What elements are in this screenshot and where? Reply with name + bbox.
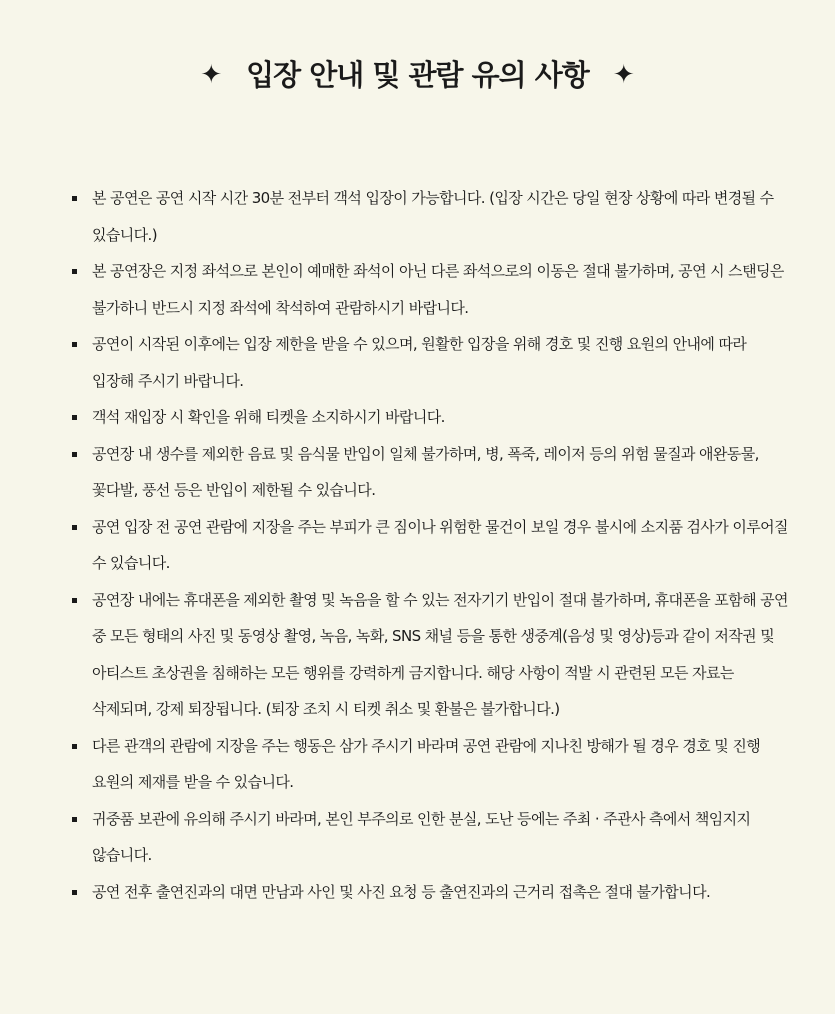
notice-text: 본 공연은 공연 시작 시간 30분 전부터 객석 입장이 가능합니다. (입장 시간은 당일 현장 상황에 따라 변경될 수 있습니다.): [92, 189, 774, 244]
notice-text: 다른 관객의 관람에 지장을 주는 행동은 삼가 주시기 바라며 공연 관람에 지나친 방해가 될 경우 경호 및 진행 요원의 제재를 받을 수 있습니다.: [92, 736, 761, 791]
bullet-icon: [72, 817, 77, 822]
list-item: [70, 728, 790, 801]
bullet-icon: [72, 269, 77, 274]
sparkle-icon: ✦: [200, 60, 223, 91]
page-title: 입장 안내 및 관람 유의 사항: [246, 58, 589, 92]
bullet-icon: [72, 196, 77, 201]
list-item: [70, 180, 790, 253]
list-item: [70, 326, 790, 399]
list-item: [70, 436, 790, 509]
notice-text: 공연 전후 출연진과의 대면 만남과 사인 및 사진 요청 등 출연진과의 근거리 접촉은 절대 불가합니다.: [92, 882, 711, 901]
bullet-icon: [72, 415, 77, 420]
notice-text: 공연장 내 생수를 제외한 음료 및 음식물 반입이 일체 불가하며, 병, 폭죽, 레이저 등의 위험 물질과 애완동물, 꽃다발, 풍선 등은 반입이 제한될 수 있습니다.: [92, 444, 759, 499]
page-header: [0, 58, 835, 93]
list-item: [70, 509, 790, 582]
bullet-icon: [72, 744, 77, 749]
bullet-icon: [72, 525, 77, 530]
notice-text: 공연 입장 전 공연 관람에 지장을 주는 부피가 큰 짐이나 위험한 물건이 보일 경우 불시에 소지품 검사가 이루어질 수 있습니다.: [92, 517, 788, 572]
notice-text: 공연이 시작된 이후에는 입장 제한을 받을 수 있으며, 원활한 입장을 위해 경호 및 진행 요원의 안내에 따라 입장해 주시기 바랍니다.: [92, 335, 747, 390]
sparkle-icon: ✦: [612, 60, 635, 91]
list-item: [70, 582, 790, 728]
notice-list: [70, 180, 790, 910]
list-item: [70, 253, 790, 326]
bullet-icon: [72, 452, 77, 457]
list-item: [70, 874, 790, 911]
bullet-icon: [72, 598, 77, 603]
notice-text: 귀중품 보관에 유의해 주시기 바라며, 본인 부주의로 인한 분실, 도난 등에는 주최 · 주관사 측에서 책임지지 않습니다.: [92, 809, 751, 864]
notice-text: 객석 재입장 시 확인을 위해 티켓을 소지하시기 바랍니다.: [92, 408, 445, 426]
bullet-icon: [72, 890, 77, 895]
bullet-icon: [72, 342, 77, 347]
list-item: [70, 399, 790, 436]
notice-text: 본 공연장은 지정 좌석으로 본인이 예매한 좌석이 아닌 다른 좌석으로의 이동은 절대 불가하며, 공연 시 스탠딩은 불가하니 반드시 지정 좌석에 착석하여 관람하시기 바랍니다.: [92, 262, 784, 317]
list-item: [70, 801, 790, 874]
notice-text: 공연장 내에는 휴대폰을 제외한 촬영 및 녹음을 할 수 있는 전자기기 반입이 절대 불가하며, 휴대폰을 포함해 공연 중 모든 형태의 사진 및 동영상 촬영, 녹음, 녹화, SNS 채널 등을 통한 생중계(음성 및 영상)등과 같이 저작권 및 아티스트 초상권을 침해하는 모든 행위를 강력하게 금지합니다. 해당 사항이 적발 시 관련된 모든 자료는 삭제되며, 강제 퇴장됩니다. (퇴장 조치 시 티켓 취소 및 환불은 불가합니다.): [92, 590, 788, 718]
